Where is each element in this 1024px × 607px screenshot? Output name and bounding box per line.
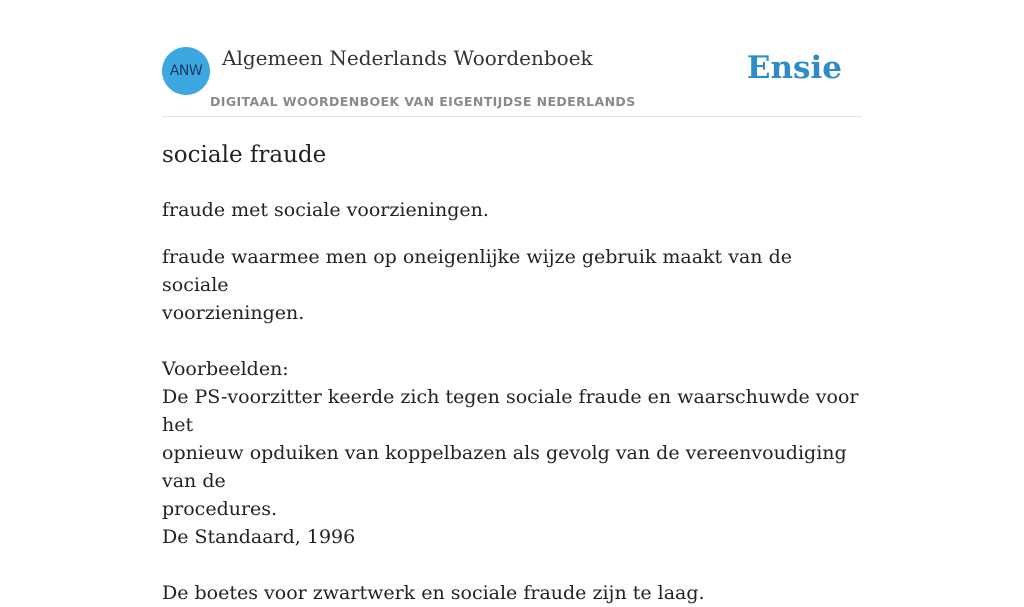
anw-logo[interactable] [162,47,210,95]
example-line: De PS-voorzitter keerde zich tegen sociale fraude en waarschuwde voor het [162,386,859,436]
example-line: De boetes voor zwartwerk en sociale fraude zijn te laag. [162,582,705,604]
short-definition: fraude met sociale voorzieningen. [162,199,489,221]
site-subtitle: DIGITAAL WOORDENBOEK VAN EIGENTIJDSE NEDERLANDS [210,94,636,109]
entry-content [162,140,862,607]
examples-label: Voorbeelden: [162,358,289,380]
example-source: De Standaard, 1996 [162,526,356,548]
ensie-logo-link[interactable]: Ensie [746,50,842,86]
example-line: opnieuw opduiken van koppelbazen als gevolg van de vereenvoudiging van de [162,442,847,492]
page-title: sociale fraude [162,142,327,168]
logo-text: ANW [169,63,203,79]
full-definition [162,243,862,607]
definition-line: fraude waarmee men op oneigenlijke wijze gebruik maakt van de sociale [162,246,792,296]
site-header [162,0,862,117]
definition-line: voorzieningen. [162,302,305,324]
example-line: procedures. [162,498,278,520]
site-title[interactable]: Algemeen Nederlands Woordenboek [222,46,593,70]
